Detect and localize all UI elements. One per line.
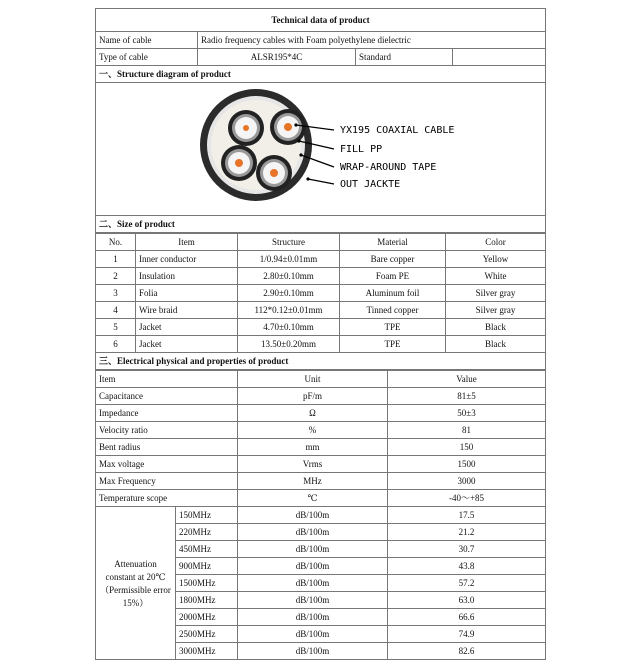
attenuation-frequency: 220MHz — [176, 524, 238, 541]
size-cell-no: 4 — [96, 302, 136, 319]
attenuation-value: 17.5 — [388, 507, 546, 524]
attenuation-label-line: （Permissible error — [100, 585, 171, 595]
name-row — [96, 32, 546, 49]
attenuation-label — [96, 507, 176, 660]
size-cell-structure: 2.80±0.10mm — [238, 268, 340, 285]
elec-cell-item: Max Frequency — [96, 473, 238, 490]
size-cell-structure: 112*0.12±0.01mm — [238, 302, 340, 319]
coaxial-core-1 — [228, 110, 264, 146]
size-table — [95, 233, 546, 370]
size-cell-color: White — [446, 268, 546, 285]
elec-header-unit: Unit — [238, 371, 388, 388]
size-header-item: Item — [136, 234, 238, 251]
attenuation-unit: dB/100m — [238, 575, 388, 592]
electrical-table-row — [96, 405, 546, 422]
section1-title: 一、Structure diagram of product — [96, 66, 546, 83]
size-cell-item: Jacket — [136, 336, 238, 353]
attenuation-frequency: 2500MHz — [176, 626, 238, 643]
size-table-body — [96, 251, 546, 353]
size-cell-material: Bare copper — [340, 251, 446, 268]
size-cell-no: 2 — [96, 268, 136, 285]
elec-cell-value: 50±3 — [388, 405, 546, 422]
elec-cell-value: 150 — [388, 439, 546, 456]
coaxial-core-4 — [256, 155, 292, 191]
elec-cell-value: 81 — [388, 422, 546, 439]
size-cell-color: Yellow — [446, 251, 546, 268]
attenuation-frequency: 3000MHz — [176, 643, 238, 660]
electrical-table-row — [96, 490, 546, 507]
type-row — [96, 49, 546, 66]
attenuation-unit: dB/100m — [238, 609, 388, 626]
elec-cell-unit: pF/m — [238, 388, 388, 405]
structure-diagram-cell — [96, 83, 546, 216]
size-cell-item: Wire braid — [136, 302, 238, 319]
elec-cell-item: Bent radius — [96, 439, 238, 456]
section2-row — [96, 216, 546, 233]
attenuation-value: 66.6 — [388, 609, 546, 626]
datasheet-table — [95, 8, 546, 233]
coaxial-core-3 — [221, 145, 257, 181]
section1-row — [96, 66, 546, 83]
elec-header-value: Value — [388, 371, 546, 388]
attenuation-row — [96, 507, 546, 524]
elec-cell-unit: Ω — [238, 405, 388, 422]
attenuation-label-line: 15%） — [122, 598, 149, 608]
size-cell-structure: 2.90±0.10mm — [238, 285, 340, 302]
elec-cell-value: 1500 — [388, 456, 546, 473]
elec-cell-unit: mm — [238, 439, 388, 456]
size-cell-no: 6 — [96, 336, 136, 353]
attenuation-unit: dB/100m — [238, 541, 388, 558]
elec-cell-value: -40～+85 — [388, 490, 546, 507]
attenuation-unit: dB/100m — [238, 507, 388, 524]
size-table-row — [96, 285, 546, 302]
name-label: Name of cable — [96, 32, 198, 49]
elec-cell-item: Capacitance — [96, 388, 238, 405]
electrical-table-header — [96, 371, 546, 388]
attenuation-value: 43.8 — [388, 558, 546, 575]
attenuation-unit: dB/100m — [238, 643, 388, 660]
elec-header-item: Item — [96, 371, 238, 388]
size-cell-material: Tinned copper — [340, 302, 446, 319]
type-value: ALSR195*4C — [198, 49, 356, 66]
size-cell-material: TPE — [340, 336, 446, 353]
electrical-table-row — [96, 422, 546, 439]
section2-title: 二、Size of product — [96, 216, 546, 233]
attenuation-value: 82.6 — [388, 643, 546, 660]
size-table-row — [96, 302, 546, 319]
attenuation-frequency: 1500MHz — [176, 575, 238, 592]
attenuation-unit: dB/100m — [238, 524, 388, 541]
size-cell-material: TPE — [340, 319, 446, 336]
attenuation-value: 21.2 — [388, 524, 546, 541]
elec-cell-unit: Vrms — [238, 456, 388, 473]
electrical-table-row — [96, 439, 546, 456]
cable-cross-section-diagram — [96, 83, 546, 210]
size-table-header — [96, 234, 546, 251]
title-row — [96, 9, 546, 32]
size-cell-color: Silver gray — [446, 302, 546, 319]
size-cell-item: Insulation — [136, 268, 238, 285]
attenuation-label-line: constant at 20℃ — [105, 572, 166, 582]
label-wrap-around-tape: WRAP-AROUND TAPE — [340, 162, 437, 173]
elec-cell-unit: % — [238, 422, 388, 439]
elec-cell-unit: ℃ — [238, 490, 388, 507]
size-cell-color: Black — [446, 336, 546, 353]
size-cell-color: Black — [446, 319, 546, 336]
electrical-table-row — [96, 473, 546, 490]
diagram-row — [96, 83, 546, 216]
standard-label: Standard — [356, 49, 453, 66]
attenuation-frequency: 150MHz — [176, 507, 238, 524]
size-cell-material: Foam PE — [340, 268, 446, 285]
label-out-jacket: OUT JACKTE — [340, 179, 401, 190]
size-table-row — [96, 268, 546, 285]
size-header-structure: Structure — [238, 234, 340, 251]
elec-cell-unit: MHz — [238, 473, 388, 490]
label-coaxial-cable: YX195 COAXIAL CABLE — [340, 125, 455, 136]
label-fill-pp: FILL PP — [340, 144, 383, 155]
size-cell-item: Folia — [136, 285, 238, 302]
datasheet — [95, 8, 545, 660]
attenuation-value: 74.9 — [388, 626, 546, 643]
elec-cell-value: 3000 — [388, 473, 546, 490]
attenuation-frequency: 900MHz — [176, 558, 238, 575]
section3-title: 三、Electrical physical and properties of product — [96, 353, 546, 370]
attenuation-label-line: Attenuation — [114, 559, 157, 569]
attenuation-frequency: 1800MHz — [176, 592, 238, 609]
electrical-table-body — [96, 388, 546, 507]
size-cell-structure: 13.50±0.20mm — [238, 336, 340, 353]
name-value: Radio frequency cables with Foam polyethylene dielectric — [198, 32, 546, 49]
coaxial-core-2 — [270, 109, 306, 145]
elec-cell-value: 81±5 — [388, 388, 546, 405]
elec-cell-item: Velocity ratio — [96, 422, 238, 439]
size-cell-item: Inner conductor — [136, 251, 238, 268]
electrical-table-row — [96, 456, 546, 473]
attenuation-unit: dB/100m — [238, 592, 388, 609]
size-header-material: Material — [340, 234, 446, 251]
size-cell-material: Aluminum foil — [340, 285, 446, 302]
electrical-table — [95, 370, 546, 660]
attenuation-value: 63.0 — [388, 592, 546, 609]
electrical-table-row — [96, 388, 546, 405]
attenuation-frequency: 2000MHz — [176, 609, 238, 626]
size-cell-structure: 1/0.94±0.01mm — [238, 251, 340, 268]
standard-value — [453, 49, 546, 66]
attenuation-unit: dB/100m — [238, 558, 388, 575]
size-header-color: Color — [446, 234, 546, 251]
size-cell-structure: 4.70±0.10mm — [238, 319, 340, 336]
section3-row — [96, 353, 546, 370]
attenuation-value: 57.2 — [388, 575, 546, 592]
size-table-row — [96, 251, 546, 268]
type-label: Type of cable — [96, 49, 198, 66]
size-cell-color: Silver gray — [446, 285, 546, 302]
attenuation-value: 30.7 — [388, 541, 546, 558]
elec-cell-item: Temperature scope — [96, 490, 238, 507]
size-cell-no: 5 — [96, 319, 136, 336]
attenuation-frequency: 450MHz — [176, 541, 238, 558]
size-cell-no: 3 — [96, 285, 136, 302]
elec-cell-item: Impedance — [96, 405, 238, 422]
size-cell-item: Jacket — [136, 319, 238, 336]
size-header-no: No. — [96, 234, 136, 251]
elec-cell-item: Max voltage — [96, 456, 238, 473]
attenuation-unit: dB/100m — [238, 626, 388, 643]
size-cell-no: 1 — [96, 251, 136, 268]
size-table-row — [96, 336, 546, 353]
document-title: Technical data of product — [96, 9, 546, 32]
attenuation-table-body — [96, 507, 546, 660]
size-table-row — [96, 319, 546, 336]
